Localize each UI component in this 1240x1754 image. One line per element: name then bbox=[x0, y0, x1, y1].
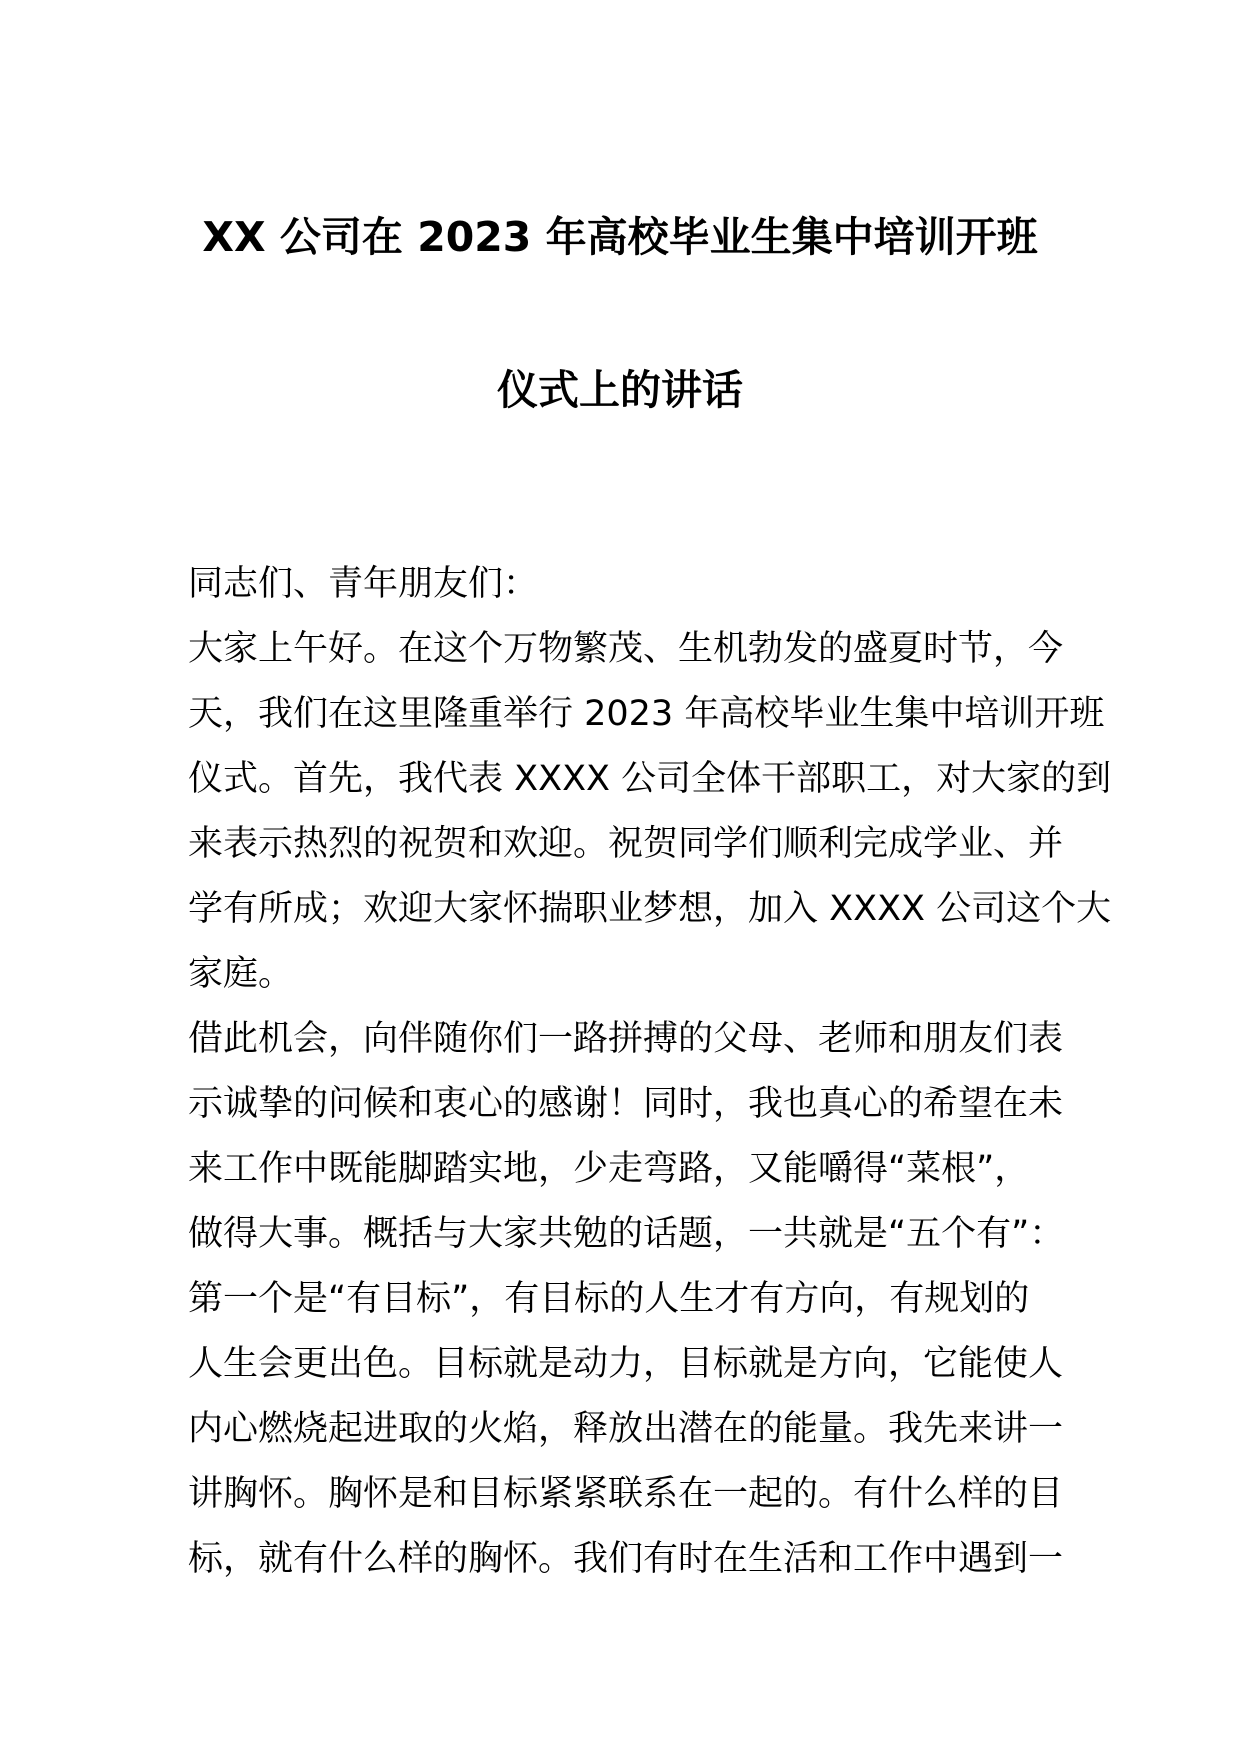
body-line: 第一个是“有目标”，有目标的人生才有方向，有规划的 bbox=[188, 1279, 1030, 1319]
body-line: 仪式。首先，我代表 XXXX 公司全体干部职工，对大家的到 bbox=[188, 759, 1112, 799]
body-line: 内心燃烧起进取的火焰，释放出潜在的能量。我先来讲一 bbox=[188, 1409, 1064, 1449]
body-line: 讲胸怀。胸怀是和目标紧紧联系在一起的。有什么样的目 bbox=[188, 1474, 1064, 1514]
document-title-line-2: 仪式上的讲话 bbox=[497, 366, 743, 414]
body-line: 人生会更出色。目标就是动力，目标就是方向，它能使人 bbox=[188, 1344, 1064, 1384]
body-line: 做得大事。概括与大家共勉的话题，一共就是“五个有”： bbox=[188, 1214, 1065, 1254]
body-line: 来表示热烈的祝贺和欢迎。祝贺同学们顺利完成学业、并 bbox=[188, 824, 1064, 864]
body-line: 天，我们在这里隆重举行 2023 年高校毕业生集中培训开班 bbox=[188, 694, 1105, 734]
body-line: 大家上午好。在这个万物繁茂、生机勃发的盛夏时节，今 bbox=[188, 629, 1064, 669]
body-line: 示诚挚的问候和衷心的感谢！同时，我也真心的希望在未 bbox=[188, 1084, 1064, 1124]
body-line: 家庭。 bbox=[188, 954, 294, 994]
body-line: 来工作中既能脚踏实地，少走弯路，又能嚼得“菜根”， bbox=[188, 1149, 1030, 1189]
document-title-line-1: XX 公司在 2023 年高校毕业生集中培训开班 bbox=[202, 213, 1038, 261]
document-body bbox=[188, 552, 1112, 1592]
body-line: 标，就有什么样的胸怀。我们有时在生活和工作中遇到一 bbox=[188, 1539, 1064, 1579]
body-line: 借此机会，向伴随你们一路拼搏的父母、老师和朋友们表 bbox=[188, 1019, 1064, 1059]
salutation: 同志们、青年朋友们： bbox=[188, 564, 539, 604]
body-line: 学有所成；欢迎大家怀揣职业梦想，加入 XXXX 公司这个大 bbox=[188, 889, 1112, 929]
